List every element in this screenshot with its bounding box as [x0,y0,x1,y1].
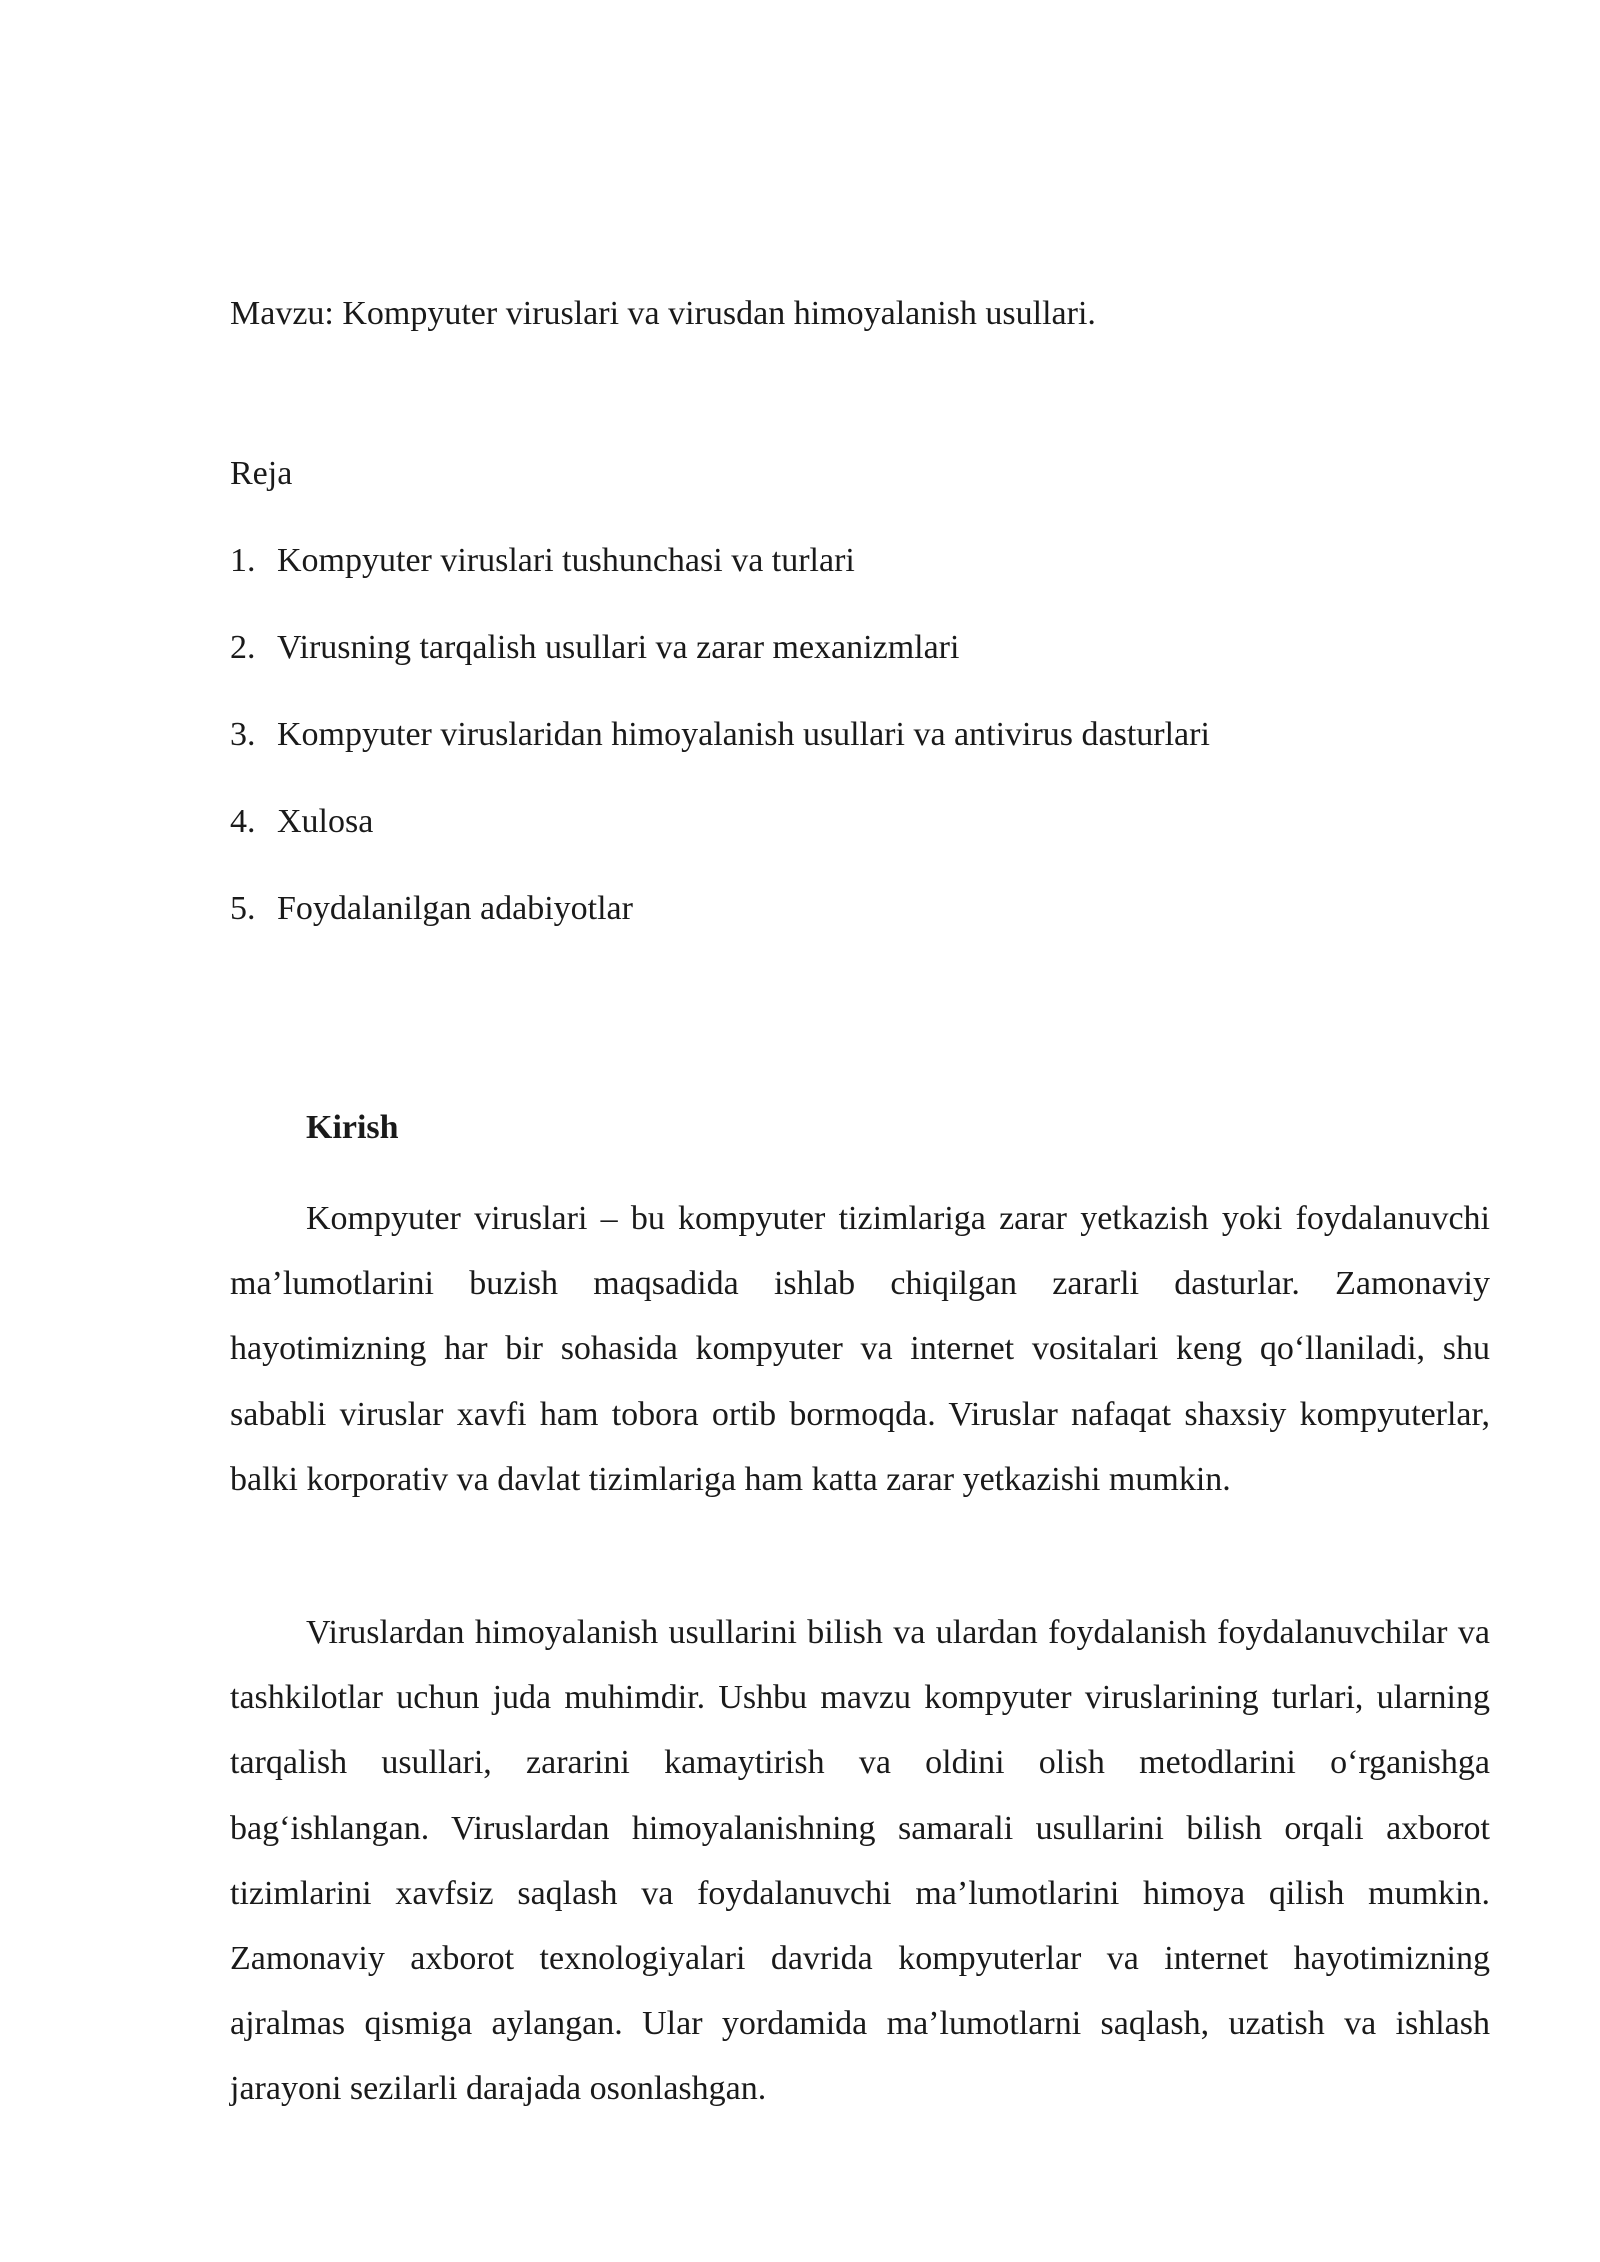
plan-item [230,624,1490,711]
plan-item-text: Xulosa [277,803,374,840]
plan-list [230,537,1490,972]
body-paragraph: Kompyuter viruslari – bu kompyuter tizimlariga zarar yetkazish yoki foydalanuvchi ma’lumotlarini buzish maqsadida ishlab chiqilgan zararli dasturlar. Zamonaviy hayotimizning har bir sohasida kompyuter va internet vositalari keng qo‘llaniladi, shu sababli viruslar xavfi ham tobora ortib bormoqda. Viruslar nafaqat shaxsiy kompyuterlar, balki korporativ va davlat tizimlariga ham katta zarar yetkazishi mumkin. [230,1200,1490,1498]
document-topic: Mavzu: Kompyuter viruslari va virusdan himoyalanish usullari. [230,295,1096,332]
plan-item-number: 4. [230,803,256,840]
plan-item [230,798,1490,885]
plan-item [230,537,1490,624]
plan-item-number: 5. [230,890,256,927]
plan-item [230,711,1490,798]
plan-item-text: Virusning tarqalish usullari va zarar mexanizmlari [277,629,960,666]
plan-heading: Reja [230,455,293,492]
plan-item-number: 2. [230,629,256,666]
plan-item [230,885,1490,972]
plan-item-text: Kompyuter viruslaridan himoyalanish usullari va antivirus dasturlari [277,716,1210,753]
plan-item-text: Kompyuter viruslari tushunchasi va turlari [277,542,855,579]
section-heading-introduction: Kirish [306,1109,399,1146]
body-paragraph: Viruslardan himoyalanish usullarini bilish va ulardan foydalanish foydalanuvchilar va tashkilotlar uchun juda muhimdir. Ushbu mavzu kompyuter viruslarining turlari, ularning tarqalish usullari, zararini kamaytirish va oldini olish metodlarini o‘rganishga bag‘ishlangan. Viruslardan himoyalanishning samarali usullarini bilish orqali axborot tizimlarini xavfsiz saqlash va foydalanuvchi ma’lumotlarini himoya qilish mumkin. Zamonaviy axborot texnologiyalari davrida kompyuterlar va internet hayotimizning ajralmas qismiga aylangan. Ular yordamida ma’lumotlarni saqlash, uzatish va ishlash jarayoni sezilarli darajada osonlashgan. [230,1614,1490,2108]
plan-item-number: 1. [230,542,256,579]
plan-item-number: 3. [230,716,256,753]
plan-item-text: Foydalanilgan adabiyotlar [277,890,633,927]
